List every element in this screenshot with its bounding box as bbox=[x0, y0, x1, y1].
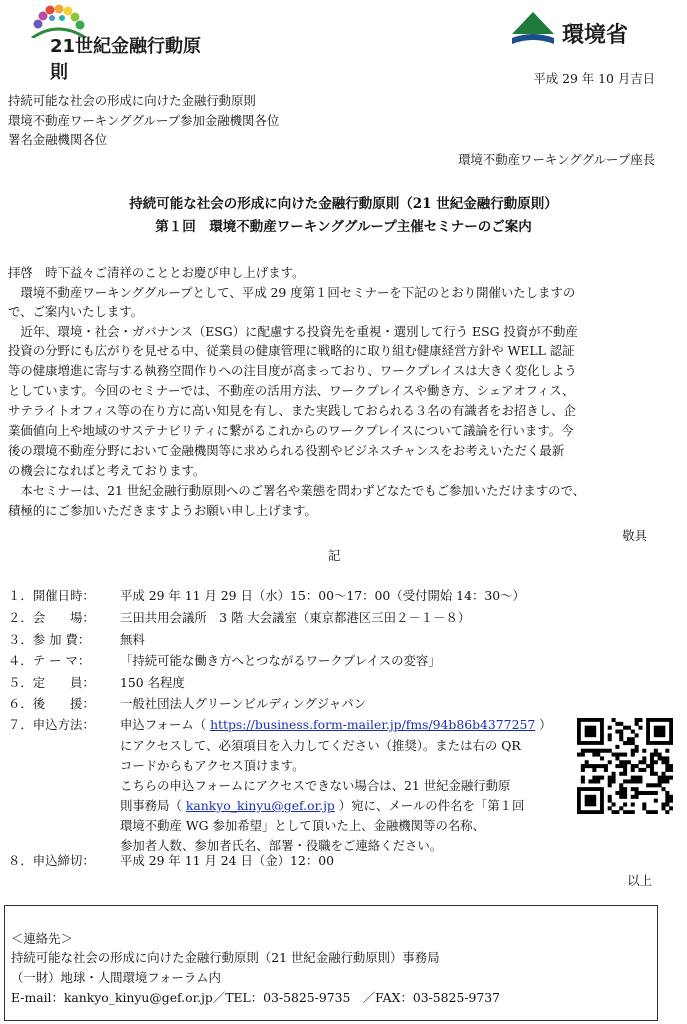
contact-line: 持続可能な社会の形成に向けた金融行動原則（21 世紀金融行動原則）事務局 bbox=[11, 950, 440, 965]
apply-prefix: 申込フォーム（ bbox=[120, 717, 211, 732]
deadline-label: ８．申込締切： bbox=[8, 853, 95, 868]
deadline-value: 平成 29 年 11 月 24 日（金）12：00 bbox=[120, 853, 334, 868]
qr-code-icon[interactable] bbox=[577, 718, 673, 814]
body-line: 近年、環境・社会・ガバナンス（ESG）に配慮する投資先を重視・選別して行う ESG 投資が不動産 bbox=[8, 324, 578, 339]
ki-marker: 記 bbox=[328, 548, 341, 563]
document-date: 平成 29 年 10 月吉日 bbox=[533, 71, 655, 86]
body-line: 投資の分野にも広がりを見せる中、従業員の健康管理に戦略的に取り組む健康経営方針や WELL 認証 bbox=[8, 343, 575, 358]
contact-box bbox=[4, 905, 658, 1021]
sender-line: 環境不動産ワーキンググループ座長 bbox=[458, 152, 655, 167]
detail-value: 平成 29 年 11 月 29 日（水）15：00〜17：00（受付開始 14：30〜） bbox=[120, 588, 525, 603]
detail-value: 「持続可能な働き方へとつながるワークプレイスの変容」 bbox=[120, 653, 441, 668]
contact-line: E-mail：kankyo_kinyu@gef.or.jp／TEL：03-5825-9735 ／FAX：03-5825-9737 bbox=[11, 990, 501, 1005]
detail-value: 三田共用会議所 3 階 大会議室（東京都港区三田２－１－８） bbox=[120, 610, 471, 625]
moe-logo bbox=[510, 8, 660, 52]
apply-line: 参加者人数、参加者氏名、部署・役職をご連絡ください。 bbox=[120, 838, 443, 853]
detail-value: 無料 bbox=[120, 632, 145, 647]
detail-label: ４．テ ー マ： bbox=[8, 653, 91, 668]
moe-logo-text: 環境省 bbox=[562, 23, 629, 48]
contact-line: （一財）地球・人間環境フォーラム内 bbox=[11, 970, 221, 985]
contact-heading: ＜連絡先＞ bbox=[11, 931, 73, 946]
detail-value: 150 名程度 bbox=[120, 675, 185, 690]
body-line: 等の健康増進に寄与する執務空間作りへの注目度が高まっており、ワークプレイスは大きく変化しよう bbox=[8, 363, 577, 378]
recipient-line: 署名金融機関各位 bbox=[8, 132, 108, 147]
apply-form-line bbox=[120, 717, 552, 733]
apply-line: 環境不動産 WG 参加希望」として頂いた上、金融機関等の名称、 bbox=[120, 818, 486, 833]
moe-mark-icon bbox=[510, 10, 556, 50]
recipient-line: 環境不動産ワーキンググループ参加金融機関各位 bbox=[8, 113, 280, 128]
detail-label: ２．会 場： bbox=[8, 610, 95, 625]
body-line: 後の環境不動産分野において金融機関等に求められる役割やビジネスチャンスをお考えいただく最新 bbox=[8, 443, 565, 458]
body-line: 環境不動産ワーキンググループとして、平成 29 度第１回セミナーを下記のとおり開催いたしますの bbox=[8, 285, 576, 300]
apply-email-suffix: ）宛に、メールの件名を「第１回 bbox=[334, 798, 525, 813]
finance-principles-logo-text: 21世紀金融行動原則 bbox=[50, 36, 202, 83]
apply-line: にアクセスして、必須項目を入力してください（推奨）。または右の QR bbox=[120, 738, 521, 753]
apply-line: コードからもアクセス頂けます。 bbox=[120, 758, 305, 773]
body-line: 業価値向上や地域のサステナビリティに繋がるこれからのワークプレイスについて議論を行います。今 bbox=[8, 423, 574, 438]
body-line: 本セミナーは、21 世紀金融行動原則へのご署名や業態を問わずどなたでもご参加いただけますので、 bbox=[8, 483, 586, 498]
apply-method-label: ７．申込方法： bbox=[8, 717, 95, 732]
finance-principles-logo bbox=[14, 4, 214, 83]
body-line: サテライトオフィス等の在り方に高い知見を有し、また実践しておられる３名の有識者をお招きし、企 bbox=[8, 403, 576, 418]
body-line: としています。今回のセミナーでは、不動産の活用方法、ワークプレイスや働き方、シェアオフィス、 bbox=[8, 383, 575, 398]
apply-suffix: ） bbox=[535, 717, 552, 732]
body-line: の機会になればと考えております。 bbox=[8, 463, 206, 478]
detail-label: ５．定 員： bbox=[8, 675, 95, 690]
apply-email-prefix: 則事務局（ bbox=[120, 798, 186, 813]
apply-email-link[interactable]: kankyo_kinyu@gef.or.jp bbox=[185, 798, 335, 813]
apply-line: こちらの申込フォームにアクセスできない場合は、21 世紀金融行動原 bbox=[120, 778, 511, 793]
detail-label: １．開催日時： bbox=[8, 588, 95, 603]
body-line: 積極的にご参加いただきますようお願い申し上げます。 bbox=[8, 503, 317, 518]
end-marker: 以上 bbox=[627, 873, 652, 888]
body-line: で、ご案内いたします。 bbox=[8, 304, 144, 319]
closing-keigu: 敬具 bbox=[622, 528, 647, 543]
document-title-line1: 持続可能な社会の形成に向けた金融行動原則（21 世紀金融行動原則） bbox=[129, 196, 558, 212]
detail-label: ３．参 加 費： bbox=[8, 632, 91, 647]
detail-label: ６．後 援： bbox=[8, 696, 95, 711]
document-title-line2: 第１回 環境不動産ワーキンググループ主催セミナーのご案内 bbox=[155, 219, 532, 235]
recipient-line: 持続可能な社会の形成に向けた金融行動原則 bbox=[8, 93, 256, 108]
body-line: 拝啓 時下益々ご清祥のこととお慶び申し上げます。 bbox=[8, 265, 305, 280]
apply-email-line bbox=[120, 798, 524, 814]
detail-value: 一般社団法人グリーンビルディングジャパン bbox=[120, 696, 367, 711]
apply-form-link[interactable]: https://business.form-mailer.jp/fms/94b86b4377257 bbox=[210, 717, 536, 732]
